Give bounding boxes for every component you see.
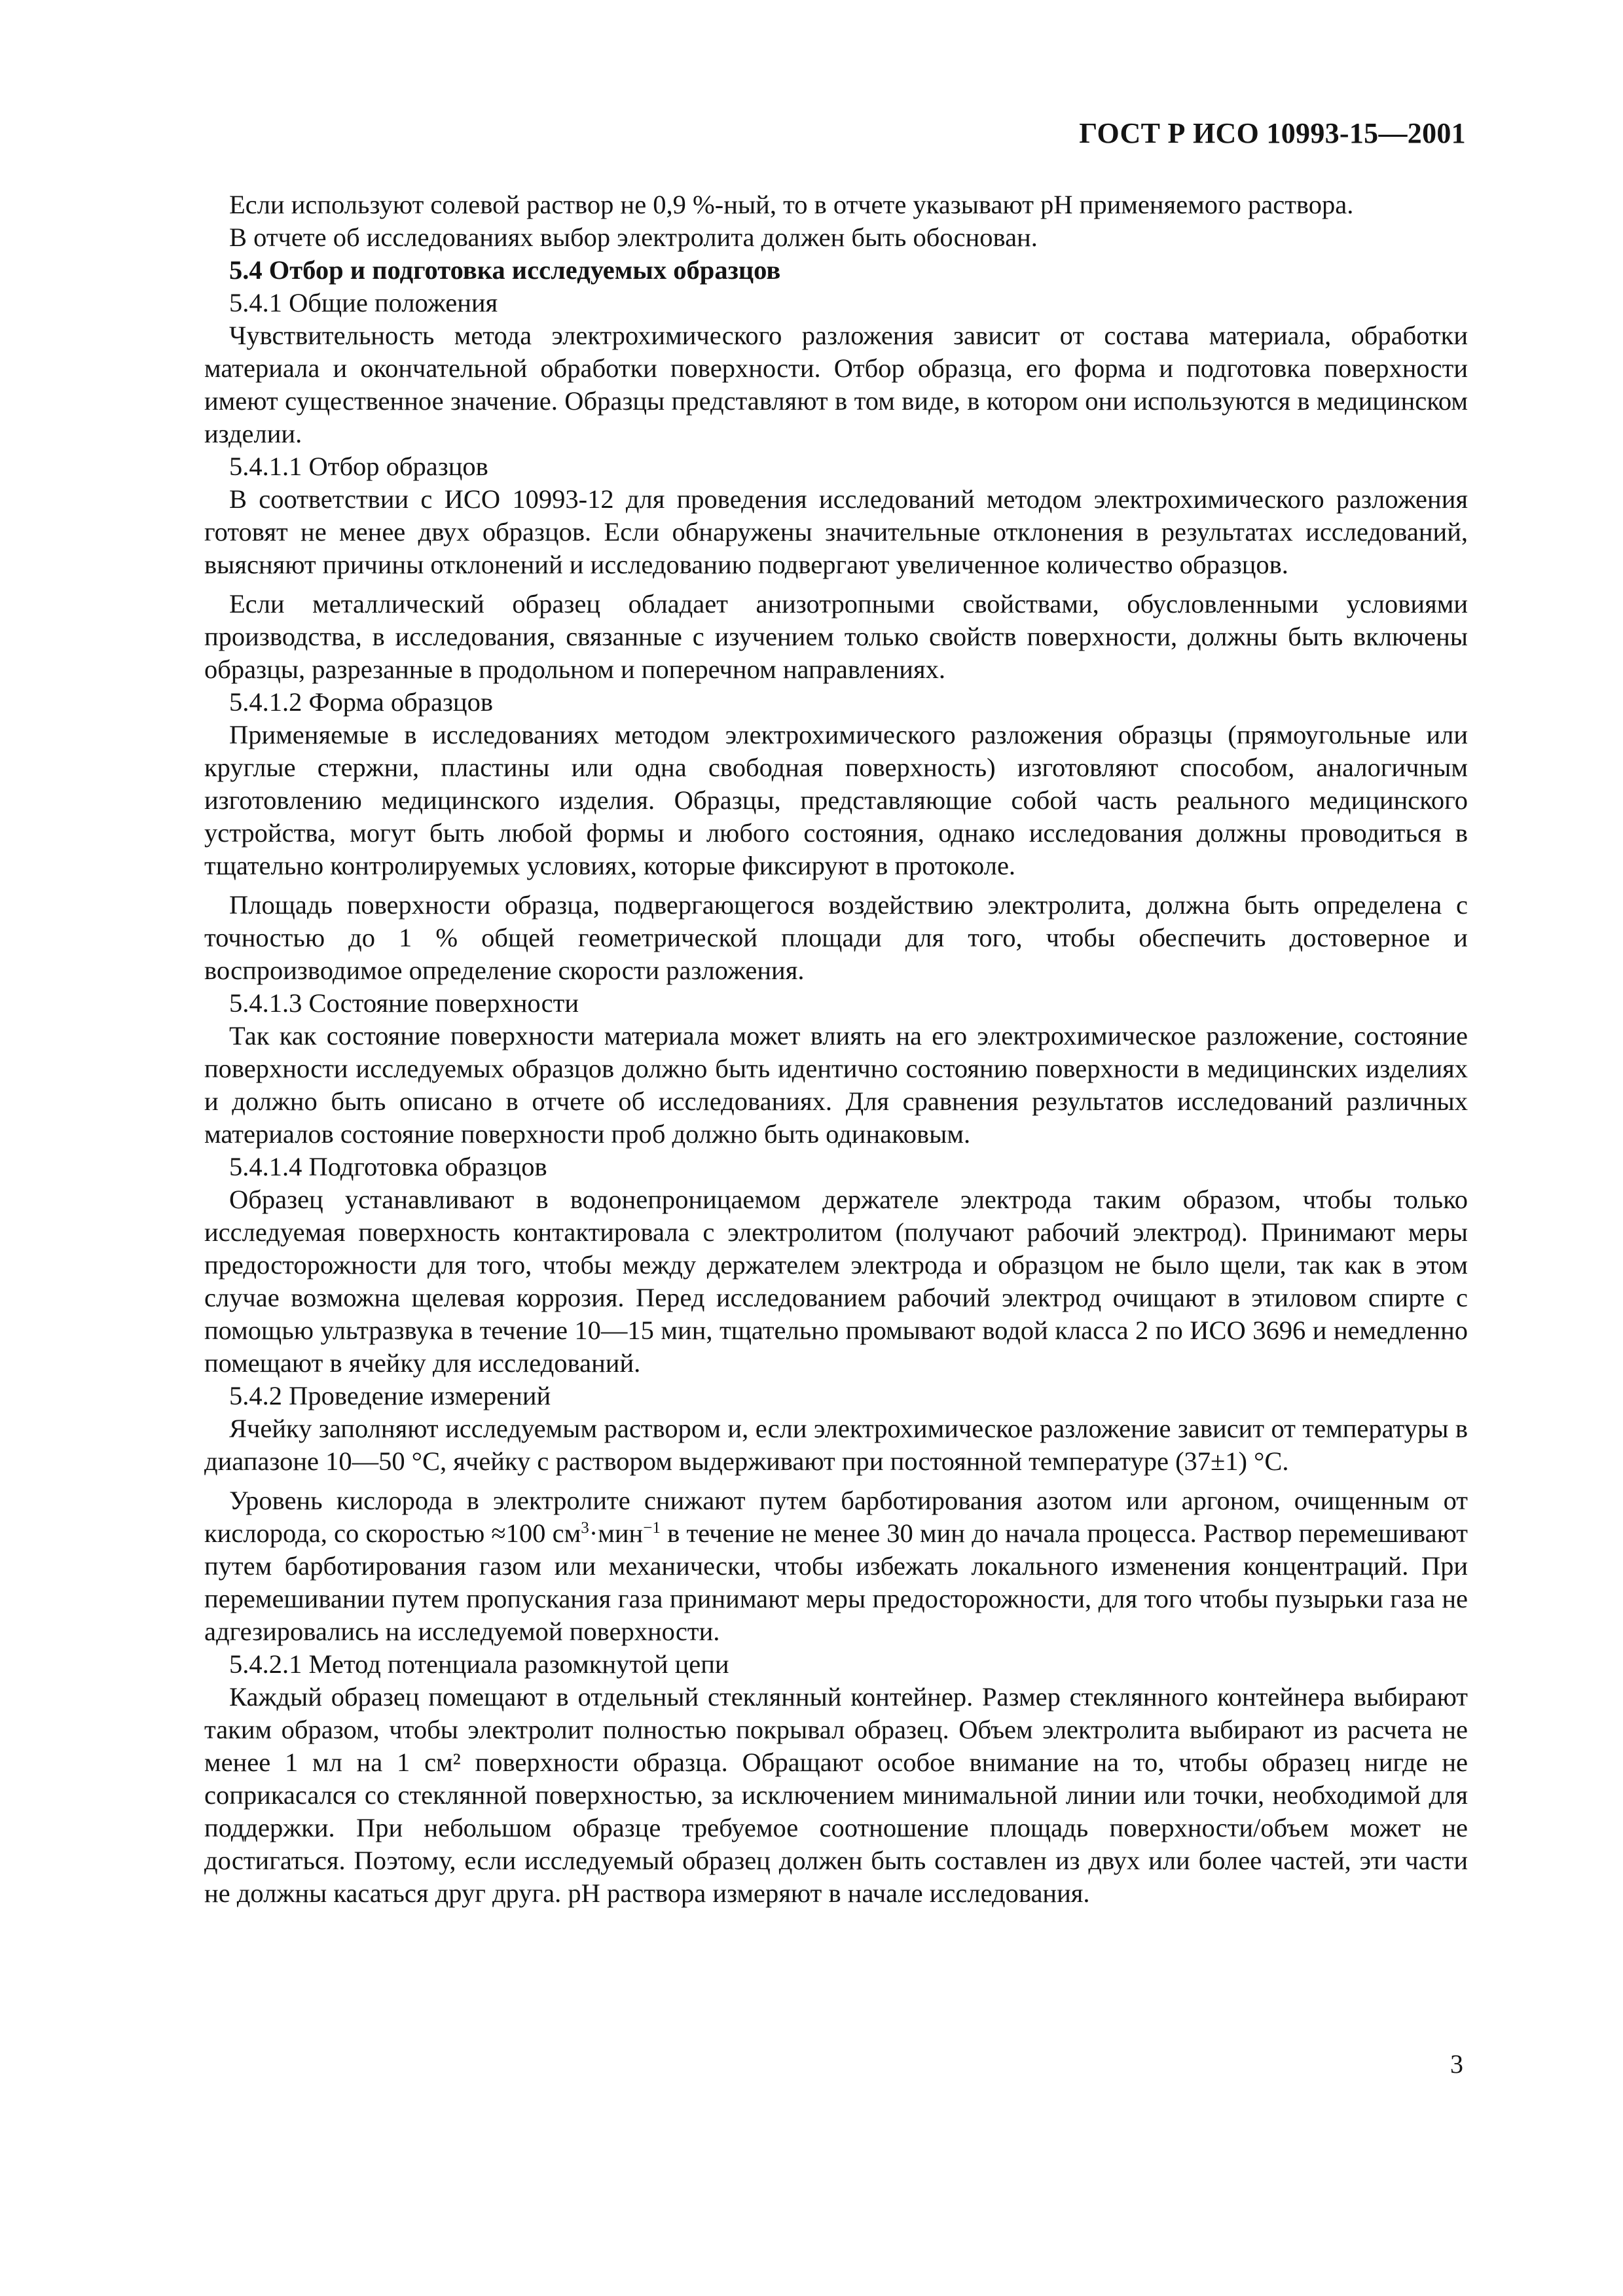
subsection-title-5-4-2-1: 5.4.2.1 Метод потенциала разомкнутой цепи — [229, 1649, 729, 1679]
subsection-title-5-4-1-4: 5.4.1.4 Подготовка образцов — [229, 1152, 547, 1181]
paragraph-surface-condition: Так как состояние поверхности материала может влиять на его электрохимическое разложение, состояние поверхности исследуемых образцов должно быть идентично состоянию поверхности в медицинских изделиях и должно быть описано в отчете об исследованиях. Для сравнения результатов исследований различных материалов состояние поверхности проб должно быть одинаковым. — [204, 1021, 1468, 1149]
subsection-title-5-4-1: 5.4.1 Общие положения — [229, 288, 498, 317]
page-number: 3 — [1450, 2049, 1463, 2079]
paragraph-sampling: В соответствии с ИСО 10993-12 для проведения исследований методом электрохимического разложения готовят не менее двух образцов. Если обнаружены значительные отклонения в результатах исследований, выясняют причины отклонений и исследованию подвергают увеличенное количество образцов. — [204, 484, 1468, 579]
paragraph-sample-shape: Применяемые в исследованиях методом электрохимического разложения образцы (прямоугольные или круглые стержни, пластины или одна свободная поверхность) изготовляют способом, аналогичным изготовлению медицинского изделия. Образцы, представляющие собой часть реального медицинского устройства, могут быть любой формы и любого состояния, однако исследования должны проводиться в тщательно контролируемых условиях, которые фиксируют в протоколе. — [204, 720, 1468, 880]
paragraph-electrolyte-choice: В отчете об исследованиях выбор электролита должен быть обоснован. — [229, 223, 1038, 252]
paragraph-anisotropy: Если металлический образец обладает анизотропными свойствами, обусловленными условиями производства, в исследования, связанные с изучением только свойств поверхности, должны быть включены образцы, разрезанные в продольном и поперечном направлениях. — [204, 589, 1468, 684]
oxygen-text-middle: ·мин — [589, 1518, 644, 1548]
paragraph-cell-filling: Ячейку заполняют исследуемым раствором и, если электрохимическое разложение зависит от температуры в диапазоне 10—50 °С, ячейку с раствором выдерживают при постоянной температуре (37±1) °С. — [204, 1414, 1468, 1476]
section-heading-5-4: 5.4 Отбор и подготовка исследуемых образцов — [229, 255, 781, 285]
paragraph-sensitivity: Чувствительность метода электрохимического разложения зависит от состава материала, обработки материала и окончательной обработки поверхности. Отбор образца, его форма и подготовка поверхности имеют существенное значение. Образцы представляют в том виде, в котором они используются в медицинском изделии. — [204, 321, 1468, 448]
document-body — [204, 188, 1468, 1910]
subsection-title-5-4-2: 5.4.2 Проведение измерений — [229, 1381, 551, 1410]
paragraph-surface-area: Площадь поверхности образца, подвергающегося воздействию электролита, должна быть определена с точностью до 1 % общей геометрической площади для того, чтобы обеспечить достоверное и воспроизводимое определение скорости разложения. — [204, 890, 1468, 985]
subsection-title-5-4-1-3: 5.4.1.3 Состояние поверхности — [229, 988, 579, 1018]
paragraph-oxygen-level — [204, 1484, 1468, 1648]
superscript-minus-one: −1 — [643, 1519, 661, 1537]
superscript-cubic: 3 — [581, 1519, 589, 1537]
subsection-title-5-4-1-2: 5.4.1.2 Форма образцов — [229, 687, 493, 717]
subsection-title-5-4-1-1: 5.4.1.1 Отбор образцов — [229, 452, 488, 481]
paragraph-preparation: Образец устанавливают в водонепроницаемом держателе электрода таким образом, чтобы только исследуемая поверхность контактировала с электролитом (получают рабочий электрод). Принимают меры предосторожности для того, чтобы между держателем электрода и образцом не было щели, так как в этом случае возможна щелевая коррозия. Перед исследованием рабочий электрод очищают в этиловом спирте с помощью ультразвука в течение 10—15 мин, тщательно промывают водой класса 2 по ИСО 3696 и немедленно помещают в ячейку для исследований. — [204, 1185, 1468, 1378]
paragraph-saline: Если используют солевой раствор не 0,9 %-ный, то в отчете указывают pH применяемого раствора. — [229, 190, 1354, 219]
oxygen-text-before: Уровень кислорода в электролите снижают путем барботирования азотом или аргоном, очищенным от кислорода, со скоростью ≈100 см — [204, 1486, 1468, 1548]
paragraph-open-circuit: Каждый образец помещают в отдельный стеклянный контейнер. Размер стеклянного контейнера выбирают таким образом, чтобы электролит полностью покрывал образец. Объем электролита выбирают из расчета не менее 1 мл на 1 см² поверхности образца. Обращают особое внимание на то, чтобы образец нигде не соприкасался со стеклянной поверхностью, за исключением минимальной линии или точки, необходимой для поддержки. При небольшом образце требуемое соотношение площадь поверхности/объем может не достигаться. Поэтому, если исследуемый образец должен быть составлен из двух или более частей, эти части не должны касаться друг друга. pH раствора измеряют в начале исследования. — [204, 1682, 1468, 1908]
oxygen-text-after: в течение не менее 30 мин до начала процесса. Раствор перемешивают путем барботирования газом или механически, чтобы избежать локального изменения концентраций. При перемешивании путем пропускания газа принимают меры предосторожности, для того чтобы пузырьки газа не адгезировались на исследуемой поверхности. — [204, 1518, 1468, 1646]
document-header: ГОСТ Р ИСО 10993-15—2001 — [1079, 117, 1466, 149]
